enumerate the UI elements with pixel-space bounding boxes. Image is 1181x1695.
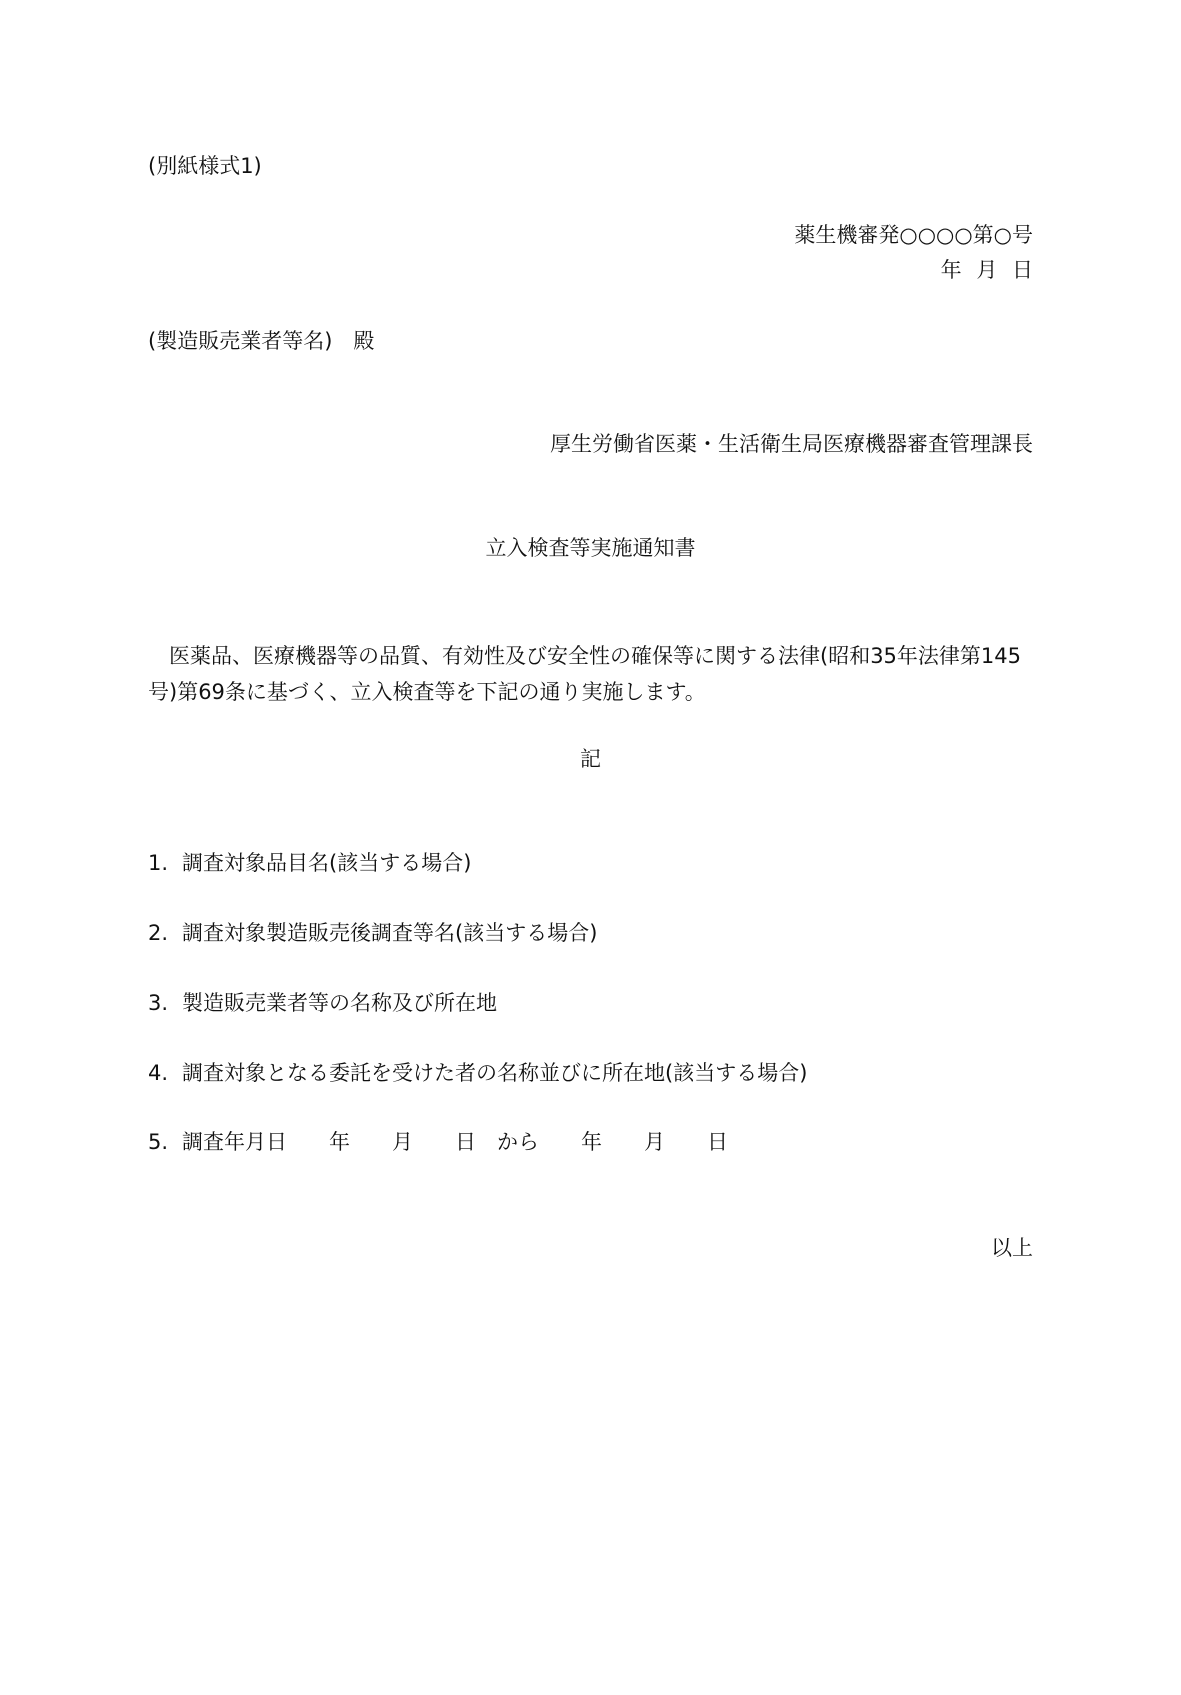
form-label: (別紙様式1)	[148, 154, 262, 178]
item-text: 調査対象製造販売後調査等名(該当する場合)	[182, 921, 598, 945]
issuer: 厚生労働省医薬・生活衛生局医療機器審査管理課長	[550, 432, 1033, 456]
item-text: 製造販売業者等の名称及び所在地	[182, 991, 497, 1015]
body-text: 医薬品、医療機器等の品質、有効性及び安全性の確保等に関する法律(昭和35年法律第145号)第69条に基づく、立入検査等を下記の通り実施します。	[148, 644, 1021, 704]
issue-date: 年 月 日	[940, 258, 1033, 282]
item-text: 調査対象品目名(該当する場合)	[182, 851, 472, 875]
list-item	[148, 853, 471, 874]
item-number: 5.	[148, 1130, 169, 1154]
body-paragraph	[148, 638, 1038, 710]
list-item	[148, 1063, 807, 1084]
item-number: 2.	[148, 921, 169, 945]
item-number: 4.	[148, 1061, 169, 1085]
item-text: 調査年月日 年 月 日 から 年 月 日	[182, 1130, 728, 1154]
addressee: (製造販売業者等名) 殿	[148, 329, 375, 353]
item-number: 3.	[148, 991, 169, 1015]
list-item	[148, 1132, 728, 1153]
list-item	[148, 923, 597, 944]
list-item	[148, 993, 497, 1014]
document-title: 立入検査等実施通知書	[485, 536, 696, 560]
closing-remark: 以上	[991, 1236, 1033, 1260]
document-number: 薬生機審発○○○○第○号	[794, 223, 1033, 247]
item-number: 1.	[148, 851, 169, 875]
ki-heading: 記	[580, 747, 601, 771]
item-text: 調査対象となる委託を受けた者の名称並びに所在地(該当する場合)	[182, 1061, 808, 1085]
